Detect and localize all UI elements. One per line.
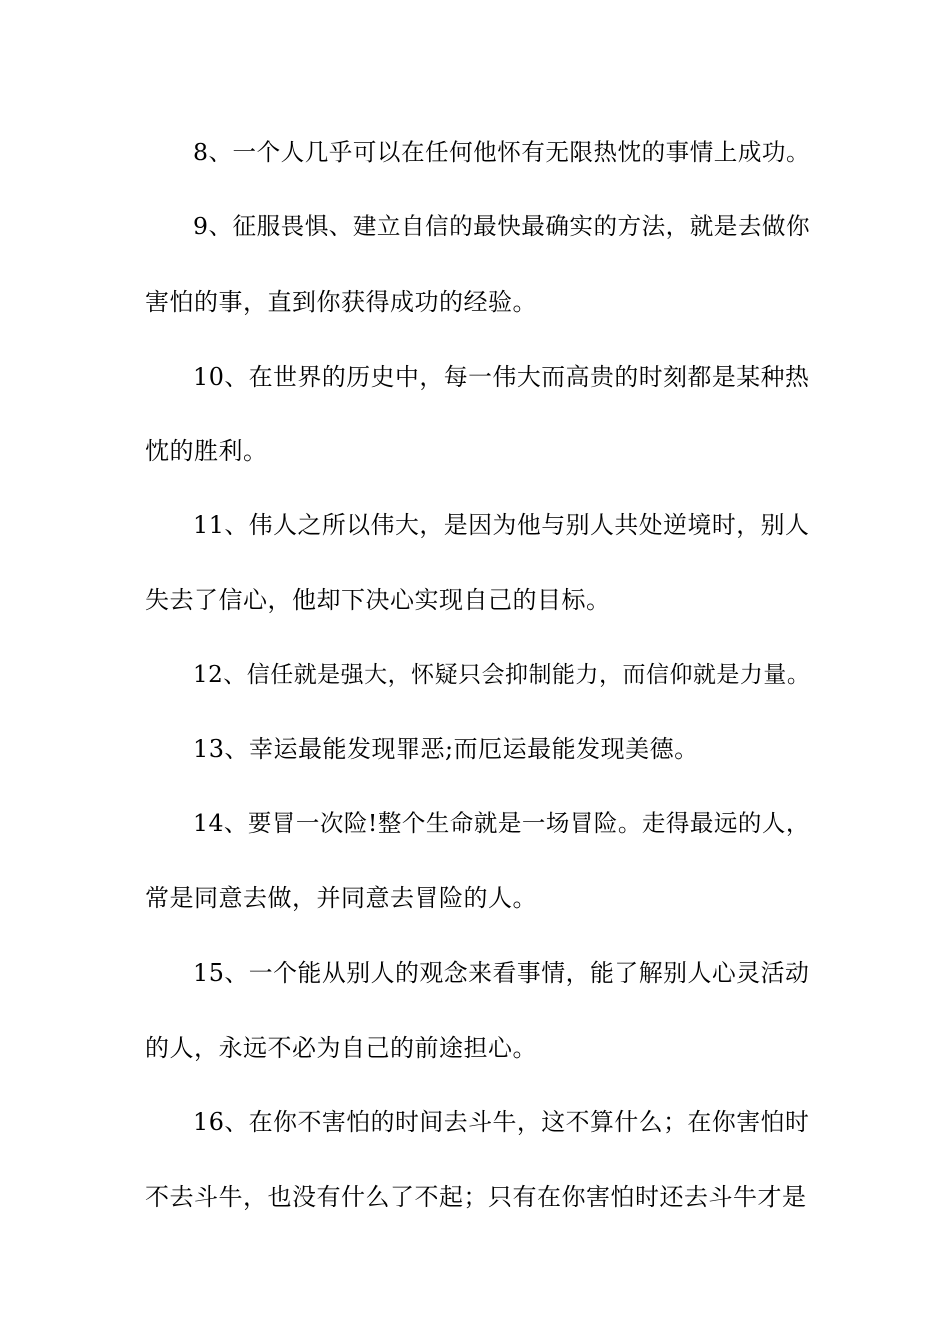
quote-9-line-1: 9、征服畏惧、建立自信的最快最确实的方法，就是去做你 xyxy=(193,212,811,240)
quote-8-line-1: 8、一个人几乎可以在任何他怀有无限热忱的事情上成功。 xyxy=(193,138,811,166)
quote-15-line-1: 15、一个能从别人的观念来看事情，能了解别人心灵活动 xyxy=(193,959,810,987)
quote-16-line-2: 不去斗牛，也没有什么了不起；只有在你害怕时还去斗牛才是 xyxy=(145,1183,807,1211)
quote-14-line-1: 14、要冒一次险!整个生命就是一场冒险。走得最远的人， xyxy=(193,809,810,837)
quote-9-line-2: 害怕的事，直到你获得成功的经验。 xyxy=(145,288,537,316)
quote-15-line-2: 的人，永远不必为自己的前途担心。 xyxy=(145,1034,537,1062)
quote-10-line-2: 忱的胜利。 xyxy=(145,437,268,465)
quote-14-line-2: 常是同意去做，并同意去冒险的人。 xyxy=(145,884,537,912)
quote-11-line-1: 11、伟人之所以伟大，是因为他与别人共处逆境时，别人 xyxy=(193,511,810,539)
quote-12-line-1: 12、信任就是强大，怀疑只会抑制能力，而信仰就是力量。 xyxy=(193,662,811,688)
quote-10-line-1: 10、在世界的历史中，每一伟大而高贵的时刻都是某种热 xyxy=(193,363,810,391)
quote-11-line-2: 失去了信心，他却下决心实现自己的目标。 xyxy=(145,586,611,614)
quote-13-line-1: 13、幸运最能发现罪恶;而厄运最能发现美德。 xyxy=(193,735,699,763)
quote-16-line-1: 16、在你不害怕的时间去斗牛，这不算什么；在你害怕时 xyxy=(193,1108,810,1136)
